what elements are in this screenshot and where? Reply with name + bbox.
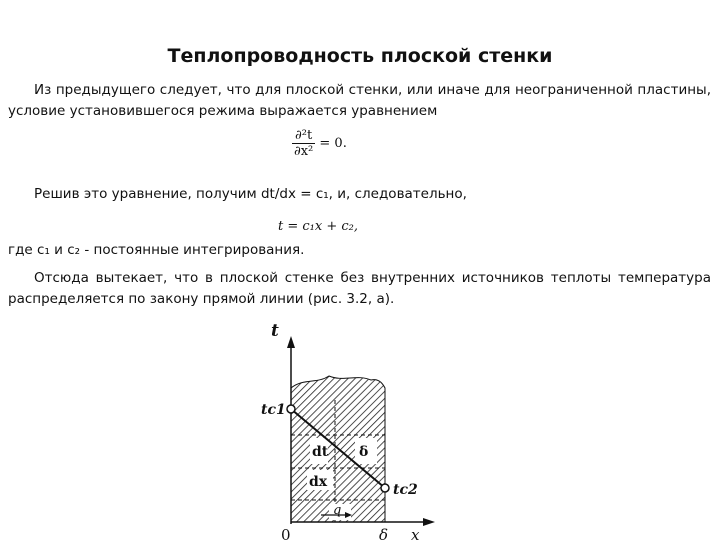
x-axis-label: x [411, 526, 420, 540]
equation-rhs: = 0. [319, 136, 347, 151]
page-title: Теплопроводность плоской стенки [167, 45, 553, 67]
delta-inner-label: δ [359, 444, 369, 460]
q-label: q [333, 503, 342, 518]
tc1-point [287, 405, 295, 413]
delta-axis-label: δ [379, 526, 389, 540]
equation-denominator: ∂x² [294, 144, 314, 159]
x-axis-arrow [423, 518, 435, 526]
paragraph-solution: Решив это уравнение, получим dt/dx = c₁, и, следовательно, [34, 186, 467, 202]
equation-laplace [292, 128, 347, 159]
dt-label: dt [312, 444, 329, 460]
equation-numerator: ∂²t [292, 128, 315, 144]
tc2-point [381, 484, 389, 492]
tc2-label: tc2 [393, 482, 418, 498]
paragraph-intro: Из предыдущего следует, что для плоской стенки, или иначе для неограниченной пластины, условие установившегося режима выражается уравнением [8, 82, 711, 119]
t-axis-label: t [271, 321, 279, 341]
tc1-label: tc1 [261, 402, 286, 418]
paragraph-conclusion: Отсюда вытекает, что в плоской стенке без внутренних источников теплоты температура распределяется по закону прямой линии (рис. 3.2, а). [8, 270, 711, 307]
t-axis-arrow [287, 336, 295, 348]
equation-linear: t = c₁x + c₂, [278, 219, 358, 234]
origin-label: 0 [281, 526, 291, 540]
equation-fraction [292, 128, 315, 159]
paragraph-constants: где c₁ и c₂ - постоянные интегрирования. [8, 242, 305, 258]
dx-label: dx [309, 474, 328, 490]
wall-temperature-figure [225, 310, 455, 540]
